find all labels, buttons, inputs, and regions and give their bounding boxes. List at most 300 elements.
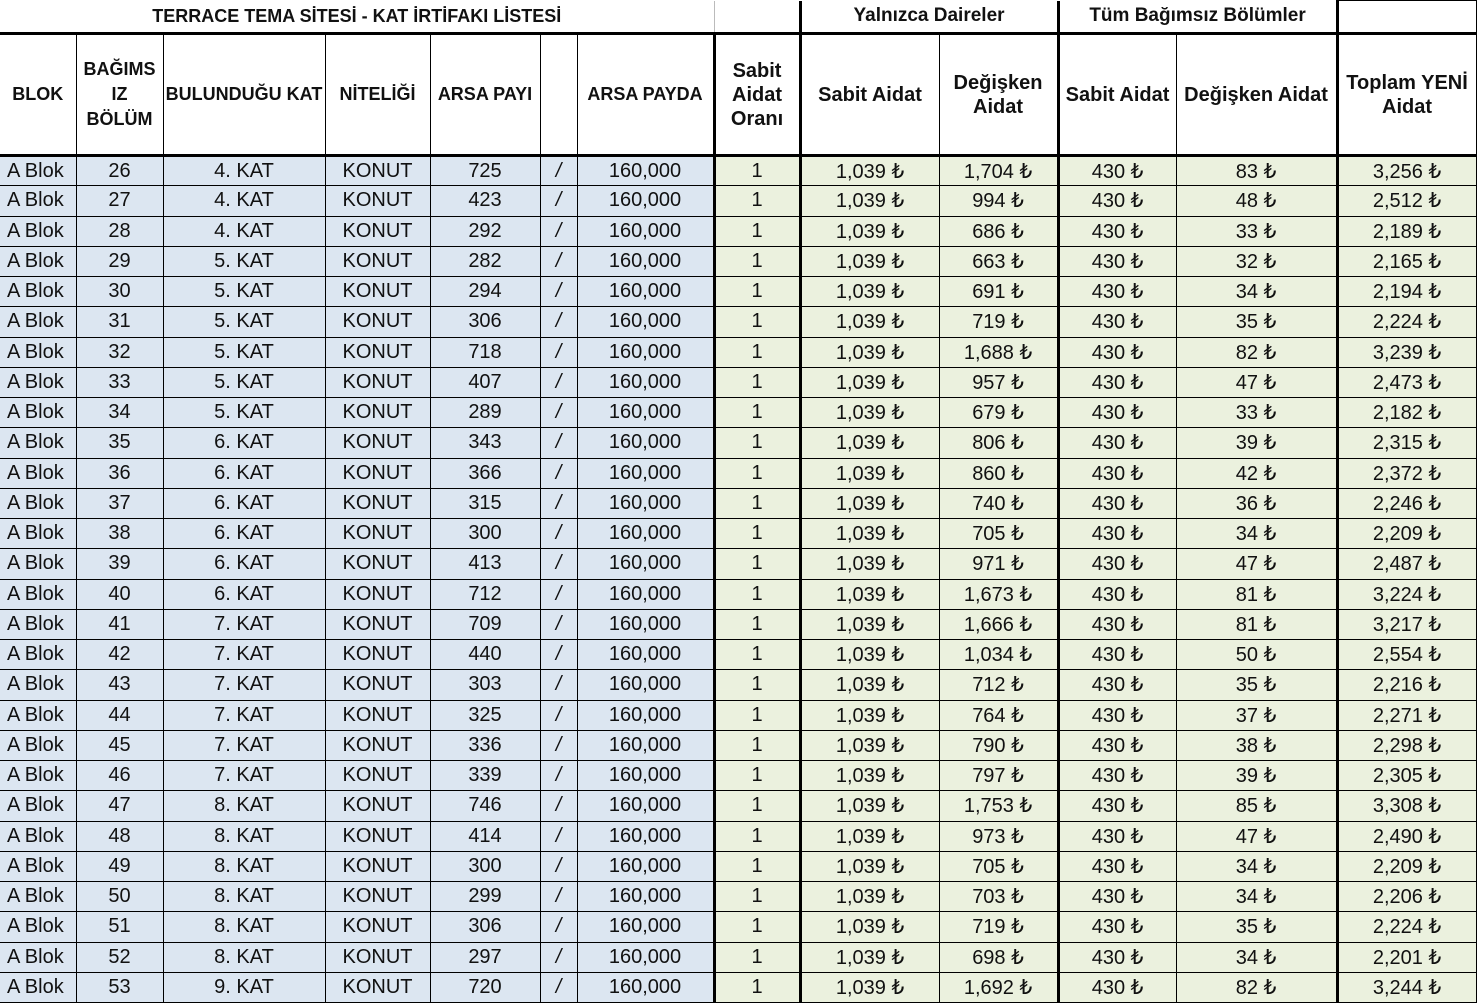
cell-degisken-aidat-daireler[interactable]: 797 ₺ [939,761,1058,791]
cell-arsa-payda[interactable]: 160,000 [577,821,714,851]
cell-toplam-yeni-aidat[interactable]: 3,256 ₺ [1337,156,1476,186]
cell-bulundugu-kat[interactable]: 5. KAT [163,277,325,307]
cell-niteligi[interactable]: KONUT [325,277,430,307]
cell-arsa-payda[interactable]: 160,000 [577,246,714,276]
cell-bagimsiz-bolum[interactable]: 44 [76,700,163,730]
cell-degisken-aidat-tum[interactable]: 47 ₺ [1176,367,1337,397]
cell-degisken-aidat-daireler[interactable]: 973 ₺ [939,821,1058,851]
cell-degisken-aidat-daireler[interactable]: 971 ₺ [939,549,1058,579]
cell-degisken-aidat-daireler[interactable]: 1,034 ₺ [939,640,1058,670]
cell-arsa-payda[interactable]: 160,000 [577,670,714,700]
cell-arsa-payi[interactable]: 339 [430,761,540,791]
cell-arsa-payi[interactable]: 725 [430,156,540,186]
cell-arsa-payda[interactable]: 160,000 [577,761,714,791]
cell-separator[interactable]: / [540,488,577,518]
cell-niteligi[interactable]: KONUT [325,307,430,337]
cell-blok[interactable]: A Blok [0,428,76,458]
cell-arsa-payda[interactable]: 160,000 [577,609,714,639]
cell-degisken-aidat-tum[interactable]: 82 ₺ [1176,337,1337,367]
cell-sabit-aidat-daireler[interactable]: 1,039 ₺ [800,942,939,972]
cell-sabit-aidat-daireler[interactable]: 1,039 ₺ [800,488,939,518]
cell-sabit-aidat-orani[interactable]: 1 [714,428,800,458]
cell-sabit-aidat-daireler[interactable]: 1,039 ₺ [800,216,939,246]
cell-sabit-aidat-orani[interactable]: 1 [714,156,800,186]
cell-bagimsiz-bolum[interactable]: 28 [76,216,163,246]
cell-sabit-aidat-orani[interactable]: 1 [714,942,800,972]
cell-niteligi[interactable]: KONUT [325,549,430,579]
cell-sabit-aidat-orani[interactable]: 1 [714,851,800,881]
cell-blok[interactable]: A Blok [0,761,76,791]
cell-bagimsiz-bolum[interactable]: 32 [76,337,163,367]
cell-bagimsiz-bolum[interactable]: 40 [76,579,163,609]
cell-blok[interactable]: A Blok [0,851,76,881]
cell-bulundugu-kat[interactable]: 9. KAT [163,972,325,1002]
cell-toplam-yeni-aidat[interactable]: 2,372 ₺ [1337,458,1476,488]
cell-sabit-aidat-orani[interactable]: 1 [714,640,800,670]
cell-bagimsiz-bolum[interactable]: 46 [76,761,163,791]
cell-separator[interactable]: / [540,942,577,972]
cell-sabit-aidat-tum[interactable]: 430 ₺ [1058,670,1176,700]
cell-bulundugu-kat[interactable]: 6. KAT [163,428,325,458]
cell-bulundugu-kat[interactable]: 7. KAT [163,700,325,730]
cell-degisken-aidat-daireler[interactable]: 719 ₺ [939,307,1058,337]
cell-bagimsiz-bolum[interactable]: 53 [76,972,163,1002]
cell-degisken-aidat-daireler[interactable]: 705 ₺ [939,851,1058,881]
cell-blok[interactable]: A Blok [0,700,76,730]
cell-sabit-aidat-tum[interactable]: 430 ₺ [1058,791,1176,821]
cell-sabit-aidat-daireler[interactable]: 1,039 ₺ [800,670,939,700]
cell-separator[interactable]: / [540,277,577,307]
cell-arsa-payi[interactable]: 712 [430,579,540,609]
cell-degisken-aidat-tum[interactable]: 81 ₺ [1176,609,1337,639]
cell-arsa-payi[interactable]: 407 [430,367,540,397]
cell-arsa-payi[interactable]: 343 [430,428,540,458]
cell-arsa-payi[interactable]: 423 [430,186,540,216]
cell-sabit-aidat-orani[interactable]: 1 [714,972,800,1002]
cell-sabit-aidat-orani[interactable]: 1 [714,519,800,549]
cell-bulundugu-kat[interactable]: 4. KAT [163,156,325,186]
cell-bagimsiz-bolum[interactable]: 41 [76,609,163,639]
cell-toplam-yeni-aidat[interactable]: 2,487 ₺ [1337,549,1476,579]
cell-degisken-aidat-tum[interactable]: 34 ₺ [1176,851,1337,881]
cell-bagimsiz-bolum[interactable]: 29 [76,246,163,276]
cell-arsa-payi[interactable]: 325 [430,700,540,730]
cell-bulundugu-kat[interactable]: 5. KAT [163,307,325,337]
cell-bagimsiz-bolum[interactable]: 51 [76,912,163,942]
cell-separator[interactable]: / [540,579,577,609]
cell-sabit-aidat-orani[interactable]: 1 [714,882,800,912]
cell-blok[interactable]: A Blok [0,609,76,639]
cell-degisken-aidat-daireler[interactable]: 764 ₺ [939,700,1058,730]
cell-degisken-aidat-tum[interactable]: 33 ₺ [1176,216,1337,246]
cell-sabit-aidat-daireler[interactable]: 1,039 ₺ [800,458,939,488]
cell-toplam-yeni-aidat[interactable]: 2,490 ₺ [1337,821,1476,851]
cell-degisken-aidat-tum[interactable]: 35 ₺ [1176,307,1337,337]
cell-arsa-payda[interactable]: 160,000 [577,277,714,307]
cell-sabit-aidat-daireler[interactable]: 1,039 ₺ [800,156,939,186]
cell-arsa-payda[interactable]: 160,000 [577,458,714,488]
cell-degisken-aidat-daireler[interactable]: 1,753 ₺ [939,791,1058,821]
cell-bagimsiz-bolum[interactable]: 45 [76,730,163,760]
cell-blok[interactable]: A Blok [0,640,76,670]
cell-bulundugu-kat[interactable]: 7. KAT [163,761,325,791]
cell-sabit-aidat-daireler[interactable]: 1,039 ₺ [800,337,939,367]
cell-sabit-aidat-orani[interactable]: 1 [714,700,800,730]
cell-arsa-payi[interactable]: 300 [430,519,540,549]
cell-blok[interactable]: A Blok [0,912,76,942]
cell-degisken-aidat-tum[interactable]: 83 ₺ [1176,156,1337,186]
cell-niteligi[interactable]: KONUT [325,156,430,186]
cell-arsa-payda[interactable]: 160,000 [577,730,714,760]
cell-bagimsiz-bolum[interactable]: 35 [76,428,163,458]
cell-toplam-yeni-aidat[interactable]: 2,206 ₺ [1337,882,1476,912]
cell-bagimsiz-bolum[interactable]: 31 [76,307,163,337]
cell-bulundugu-kat[interactable]: 7. KAT [163,670,325,700]
cell-sabit-aidat-orani[interactable]: 1 [714,458,800,488]
cell-blok[interactable]: A Blok [0,730,76,760]
cell-sabit-aidat-tum[interactable]: 430 ₺ [1058,882,1176,912]
cell-degisken-aidat-daireler[interactable]: 790 ₺ [939,730,1058,760]
cell-niteligi[interactable]: KONUT [325,609,430,639]
cell-sabit-aidat-orani[interactable]: 1 [714,791,800,821]
cell-bulundugu-kat[interactable]: 8. KAT [163,942,325,972]
cell-niteligi[interactable]: KONUT [325,458,430,488]
cell-degisken-aidat-tum[interactable]: 38 ₺ [1176,730,1337,760]
cell-degisken-aidat-daireler[interactable]: 691 ₺ [939,277,1058,307]
cell-sabit-aidat-orani[interactable]: 1 [714,398,800,428]
cell-degisken-aidat-daireler[interactable]: 703 ₺ [939,882,1058,912]
cell-sabit-aidat-orani[interactable]: 1 [714,730,800,760]
cell-degisken-aidat-tum[interactable]: 33 ₺ [1176,398,1337,428]
cell-niteligi[interactable]: KONUT [325,428,430,458]
cell-degisken-aidat-tum[interactable]: 39 ₺ [1176,761,1337,791]
cell-degisken-aidat-daireler[interactable]: 1,704 ₺ [939,156,1058,186]
cell-niteligi[interactable]: KONUT [325,519,430,549]
cell-separator[interactable]: / [540,851,577,881]
cell-blok[interactable]: A Blok [0,156,76,186]
cell-toplam-yeni-aidat[interactable]: 3,244 ₺ [1337,972,1476,1002]
cell-bagimsiz-bolum[interactable]: 36 [76,458,163,488]
cell-arsa-payda[interactable]: 160,000 [577,851,714,881]
cell-bulundugu-kat[interactable]: 4. KAT [163,186,325,216]
cell-bulundugu-kat[interactable]: 6. KAT [163,549,325,579]
cell-toplam-yeni-aidat[interactable]: 2,554 ₺ [1337,640,1476,670]
cell-degisken-aidat-daireler[interactable]: 806 ₺ [939,428,1058,458]
cell-sabit-aidat-orani[interactable]: 1 [714,186,800,216]
cell-bagimsiz-bolum[interactable]: 52 [76,942,163,972]
cell-arsa-payi[interactable]: 294 [430,277,540,307]
cell-arsa-payda[interactable]: 160,000 [577,942,714,972]
cell-toplam-yeni-aidat[interactable]: 2,189 ₺ [1337,216,1476,246]
cell-bulundugu-kat[interactable]: 8. KAT [163,791,325,821]
cell-toplam-yeni-aidat[interactable]: 3,217 ₺ [1337,609,1476,639]
cell-arsa-payda[interactable]: 160,000 [577,912,714,942]
cell-niteligi[interactable]: KONUT [325,761,430,791]
cell-sabit-aidat-tum[interactable]: 430 ₺ [1058,821,1176,851]
cell-sabit-aidat-daireler[interactable]: 1,039 ₺ [800,519,939,549]
cell-separator[interactable]: / [540,761,577,791]
cell-degisken-aidat-daireler[interactable]: 957 ₺ [939,367,1058,397]
cell-niteligi[interactable]: KONUT [325,367,430,397]
cell-bulundugu-kat[interactable]: 5. KAT [163,246,325,276]
cell-niteligi[interactable]: KONUT [325,882,430,912]
cell-arsa-payda[interactable]: 160,000 [577,488,714,518]
cell-niteligi[interactable]: KONUT [325,640,430,670]
cell-toplam-yeni-aidat[interactable]: 2,246 ₺ [1337,488,1476,518]
cell-bagimsiz-bolum[interactable]: 47 [76,791,163,821]
cell-sabit-aidat-daireler[interactable]: 1,039 ₺ [800,186,939,216]
cell-arsa-payda[interactable]: 160,000 [577,428,714,458]
cell-blok[interactable]: A Blok [0,307,76,337]
cell-degisken-aidat-tum[interactable]: 34 ₺ [1176,519,1337,549]
cell-bagimsiz-bolum[interactable]: 39 [76,549,163,579]
cell-bagimsiz-bolum[interactable]: 27 [76,186,163,216]
cell-arsa-payi[interactable]: 303 [430,670,540,700]
cell-niteligi[interactable]: KONUT [325,337,430,367]
cell-degisken-aidat-daireler[interactable]: 719 ₺ [939,912,1058,942]
cell-toplam-yeni-aidat[interactable]: 2,194 ₺ [1337,277,1476,307]
cell-sabit-aidat-orani[interactable]: 1 [714,821,800,851]
cell-sabit-aidat-tum[interactable]: 430 ₺ [1058,458,1176,488]
cell-separator[interactable]: / [540,156,577,186]
cell-arsa-payi[interactable]: 315 [430,488,540,518]
cell-niteligi[interactable]: KONUT [325,821,430,851]
cell-blok[interactable]: A Blok [0,549,76,579]
cell-degisken-aidat-tum[interactable]: 50 ₺ [1176,640,1337,670]
cell-blok[interactable]: A Blok [0,216,76,246]
cell-arsa-payda[interactable]: 160,000 [577,972,714,1002]
cell-sabit-aidat-orani[interactable]: 1 [714,337,800,367]
cell-arsa-payi[interactable]: 440 [430,640,540,670]
cell-arsa-payi[interactable]: 413 [430,549,540,579]
cell-sabit-aidat-tum[interactable]: 430 ₺ [1058,186,1176,216]
cell-arsa-payi[interactable]: 292 [430,216,540,246]
cell-bagimsiz-bolum[interactable]: 43 [76,670,163,700]
cell-degisken-aidat-daireler[interactable]: 740 ₺ [939,488,1058,518]
cell-arsa-payda[interactable]: 160,000 [577,337,714,367]
cell-toplam-yeni-aidat[interactable]: 3,239 ₺ [1337,337,1476,367]
cell-niteligi[interactable]: KONUT [325,186,430,216]
cell-bagimsiz-bolum[interactable]: 42 [76,640,163,670]
cell-degisken-aidat-tum[interactable]: 82 ₺ [1176,972,1337,1002]
cell-separator[interactable]: / [540,972,577,1002]
cell-separator[interactable]: / [540,216,577,246]
cell-toplam-yeni-aidat[interactable]: 2,165 ₺ [1337,246,1476,276]
cell-arsa-payda[interactable]: 160,000 [577,307,714,337]
cell-sabit-aidat-tum[interactable]: 430 ₺ [1058,216,1176,246]
cell-degisken-aidat-daireler[interactable]: 1,692 ₺ [939,972,1058,1002]
cell-niteligi[interactable]: KONUT [325,579,430,609]
cell-sabit-aidat-orani[interactable]: 1 [714,609,800,639]
cell-degisken-aidat-tum[interactable]: 39 ₺ [1176,428,1337,458]
cell-sabit-aidat-tum[interactable]: 430 ₺ [1058,488,1176,518]
cell-sabit-aidat-orani[interactable]: 1 [714,367,800,397]
cell-toplam-yeni-aidat[interactable]: 2,224 ₺ [1337,307,1476,337]
cell-separator[interactable]: / [540,821,577,851]
cell-degisken-aidat-tum[interactable]: 48 ₺ [1176,186,1337,216]
cell-sabit-aidat-orani[interactable]: 1 [714,277,800,307]
cell-bulundugu-kat[interactable]: 7. KAT [163,730,325,760]
cell-separator[interactable]: / [540,428,577,458]
cell-sabit-aidat-tum[interactable]: 430 ₺ [1058,972,1176,1002]
cell-arsa-payda[interactable]: 160,000 [577,156,714,186]
cell-blok[interactable]: A Blok [0,821,76,851]
cell-sabit-aidat-tum[interactable]: 430 ₺ [1058,337,1176,367]
cell-degisken-aidat-tum[interactable]: 35 ₺ [1176,670,1337,700]
cell-degisken-aidat-tum[interactable]: 34 ₺ [1176,882,1337,912]
cell-bagimsiz-bolum[interactable]: 34 [76,398,163,428]
cell-sabit-aidat-orani[interactable]: 1 [714,579,800,609]
cell-arsa-payi[interactable]: 336 [430,730,540,760]
cell-sabit-aidat-daireler[interactable]: 1,039 ₺ [800,549,939,579]
cell-niteligi[interactable]: KONUT [325,700,430,730]
cell-niteligi[interactable]: KONUT [325,670,430,700]
cell-degisken-aidat-tum[interactable]: 35 ₺ [1176,912,1337,942]
cell-arsa-payda[interactable]: 160,000 [577,579,714,609]
cell-sabit-aidat-tum[interactable]: 430 ₺ [1058,156,1176,186]
cell-sabit-aidat-daireler[interactable]: 1,039 ₺ [800,398,939,428]
cell-separator[interactable]: / [540,307,577,337]
cell-blok[interactable]: A Blok [0,791,76,821]
cell-sabit-aidat-orani[interactable]: 1 [714,307,800,337]
cell-degisken-aidat-daireler[interactable]: 994 ₺ [939,186,1058,216]
cell-arsa-payda[interactable]: 160,000 [577,700,714,730]
cell-blok[interactable]: A Blok [0,488,76,518]
cell-bulundugu-kat[interactable]: 8. KAT [163,912,325,942]
cell-arsa-payi[interactable]: 300 [430,851,540,881]
cell-bagimsiz-bolum[interactable]: 50 [76,882,163,912]
cell-separator[interactable]: / [540,609,577,639]
cell-sabit-aidat-tum[interactable]: 430 ₺ [1058,640,1176,670]
cell-sabit-aidat-orani[interactable]: 1 [714,246,800,276]
cell-sabit-aidat-daireler[interactable]: 1,039 ₺ [800,246,939,276]
cell-sabit-aidat-tum[interactable]: 430 ₺ [1058,609,1176,639]
cell-bagimsiz-bolum[interactable]: 37 [76,488,163,518]
cell-bulundugu-kat[interactable]: 8. KAT [163,821,325,851]
cell-bagimsiz-bolum[interactable]: 26 [76,156,163,186]
cell-toplam-yeni-aidat[interactable]: 2,224 ₺ [1337,912,1476,942]
cell-toplam-yeni-aidat[interactable]: 2,298 ₺ [1337,730,1476,760]
cell-separator[interactable]: / [540,337,577,367]
cell-arsa-payda[interactable]: 160,000 [577,791,714,821]
cell-arsa-payda[interactable]: 160,000 [577,640,714,670]
cell-sabit-aidat-orani[interactable]: 1 [714,549,800,579]
cell-sabit-aidat-tum[interactable]: 430 ₺ [1058,851,1176,881]
cell-toplam-yeni-aidat[interactable]: 2,473 ₺ [1337,367,1476,397]
cell-degisken-aidat-tum[interactable]: 47 ₺ [1176,821,1337,851]
cell-sabit-aidat-tum[interactable]: 430 ₺ [1058,761,1176,791]
cell-separator[interactable]: / [540,246,577,276]
cell-sabit-aidat-tum[interactable]: 430 ₺ [1058,398,1176,428]
cell-sabit-aidat-tum[interactable]: 430 ₺ [1058,579,1176,609]
cell-sabit-aidat-orani[interactable]: 1 [714,488,800,518]
cell-sabit-aidat-daireler[interactable]: 1,039 ₺ [800,882,939,912]
cell-degisken-aidat-tum[interactable]: 37 ₺ [1176,700,1337,730]
cell-bulundugu-kat[interactable]: 4. KAT [163,216,325,246]
cell-sabit-aidat-daireler[interactable]: 1,039 ₺ [800,791,939,821]
cell-arsa-payi[interactable]: 282 [430,246,540,276]
cell-arsa-payda[interactable]: 160,000 [577,186,714,216]
cell-sabit-aidat-orani[interactable]: 1 [714,216,800,246]
cell-separator[interactable]: / [540,730,577,760]
cell-degisken-aidat-tum[interactable]: 47 ₺ [1176,549,1337,579]
cell-arsa-payi[interactable]: 297 [430,942,540,972]
cell-degisken-aidat-tum[interactable]: 85 ₺ [1176,791,1337,821]
cell-degisken-aidat-tum[interactable]: 32 ₺ [1176,246,1337,276]
cell-bulundugu-kat[interactable]: 6. KAT [163,519,325,549]
cell-sabit-aidat-daireler[interactable]: 1,039 ₺ [800,851,939,881]
cell-niteligi[interactable]: KONUT [325,216,430,246]
cell-bagimsiz-bolum[interactable]: 48 [76,821,163,851]
cell-bagimsiz-bolum[interactable]: 49 [76,851,163,881]
cell-sabit-aidat-daireler[interactable]: 1,039 ₺ [800,761,939,791]
cell-arsa-payi[interactable]: 289 [430,398,540,428]
cell-bulundugu-kat[interactable]: 5. KAT [163,337,325,367]
cell-degisken-aidat-daireler[interactable]: 1,673 ₺ [939,579,1058,609]
cell-degisken-aidat-tum[interactable]: 34 ₺ [1176,277,1337,307]
cell-degisken-aidat-tum[interactable]: 34 ₺ [1176,942,1337,972]
cell-degisken-aidat-daireler[interactable]: 705 ₺ [939,519,1058,549]
cell-bulundugu-kat[interactable]: 5. KAT [163,398,325,428]
cell-arsa-payda[interactable]: 160,000 [577,519,714,549]
cell-sabit-aidat-orani[interactable]: 1 [714,761,800,791]
cell-blok[interactable]: A Blok [0,942,76,972]
cell-bulundugu-kat[interactable]: 6. KAT [163,458,325,488]
cell-separator[interactable]: / [540,367,577,397]
cell-blok[interactable]: A Blok [0,337,76,367]
cell-niteligi[interactable]: KONUT [325,398,430,428]
cell-toplam-yeni-aidat[interactable]: 3,308 ₺ [1337,791,1476,821]
cell-niteligi[interactable]: KONUT [325,912,430,942]
cell-sabit-aidat-daireler[interactable]: 1,039 ₺ [800,609,939,639]
cell-separator[interactable]: / [540,549,577,579]
cell-arsa-payi[interactable]: 414 [430,821,540,851]
cell-blok[interactable]: A Blok [0,367,76,397]
cell-bulundugu-kat[interactable]: 8. KAT [163,851,325,881]
cell-arsa-payi[interactable]: 306 [430,912,540,942]
cell-toplam-yeni-aidat[interactable]: 2,512 ₺ [1337,186,1476,216]
cell-blok[interactable]: A Blok [0,972,76,1002]
cell-arsa-payda[interactable]: 160,000 [577,367,714,397]
cell-toplam-yeni-aidat[interactable]: 2,201 ₺ [1337,942,1476,972]
cell-sabit-aidat-daireler[interactable]: 1,039 ₺ [800,307,939,337]
cell-degisken-aidat-daireler[interactable]: 663 ₺ [939,246,1058,276]
cell-bagimsiz-bolum[interactable]: 30 [76,277,163,307]
cell-separator[interactable]: / [540,912,577,942]
cell-toplam-yeni-aidat[interactable]: 2,209 ₺ [1337,519,1476,549]
cell-sabit-aidat-daireler[interactable]: 1,039 ₺ [800,821,939,851]
cell-bulundugu-kat[interactable]: 7. KAT [163,609,325,639]
cell-blok[interactable]: A Blok [0,579,76,609]
cell-sabit-aidat-tum[interactable]: 430 ₺ [1058,730,1176,760]
cell-toplam-yeni-aidat[interactable]: 2,216 ₺ [1337,670,1476,700]
cell-blok[interactable]: A Blok [0,398,76,428]
cell-sabit-aidat-tum[interactable]: 430 ₺ [1058,367,1176,397]
cell-sabit-aidat-orani[interactable]: 1 [714,670,800,700]
cell-niteligi[interactable]: KONUT [325,730,430,760]
cell-sabit-aidat-tum[interactable]: 430 ₺ [1058,307,1176,337]
cell-degisken-aidat-tum[interactable]: 42 ₺ [1176,458,1337,488]
cell-arsa-payda[interactable]: 160,000 [577,398,714,428]
cell-sabit-aidat-daireler[interactable]: 1,039 ₺ [800,972,939,1002]
cell-toplam-yeni-aidat[interactable]: 3,224 ₺ [1337,579,1476,609]
cell-degisken-aidat-daireler[interactable]: 679 ₺ [939,398,1058,428]
cell-arsa-payi[interactable]: 299 [430,882,540,912]
cell-blok[interactable]: A Blok [0,519,76,549]
cell-sabit-aidat-daireler[interactable]: 1,039 ₺ [800,730,939,760]
cell-degisken-aidat-daireler[interactable]: 698 ₺ [939,942,1058,972]
cell-blok[interactable]: A Blok [0,882,76,912]
